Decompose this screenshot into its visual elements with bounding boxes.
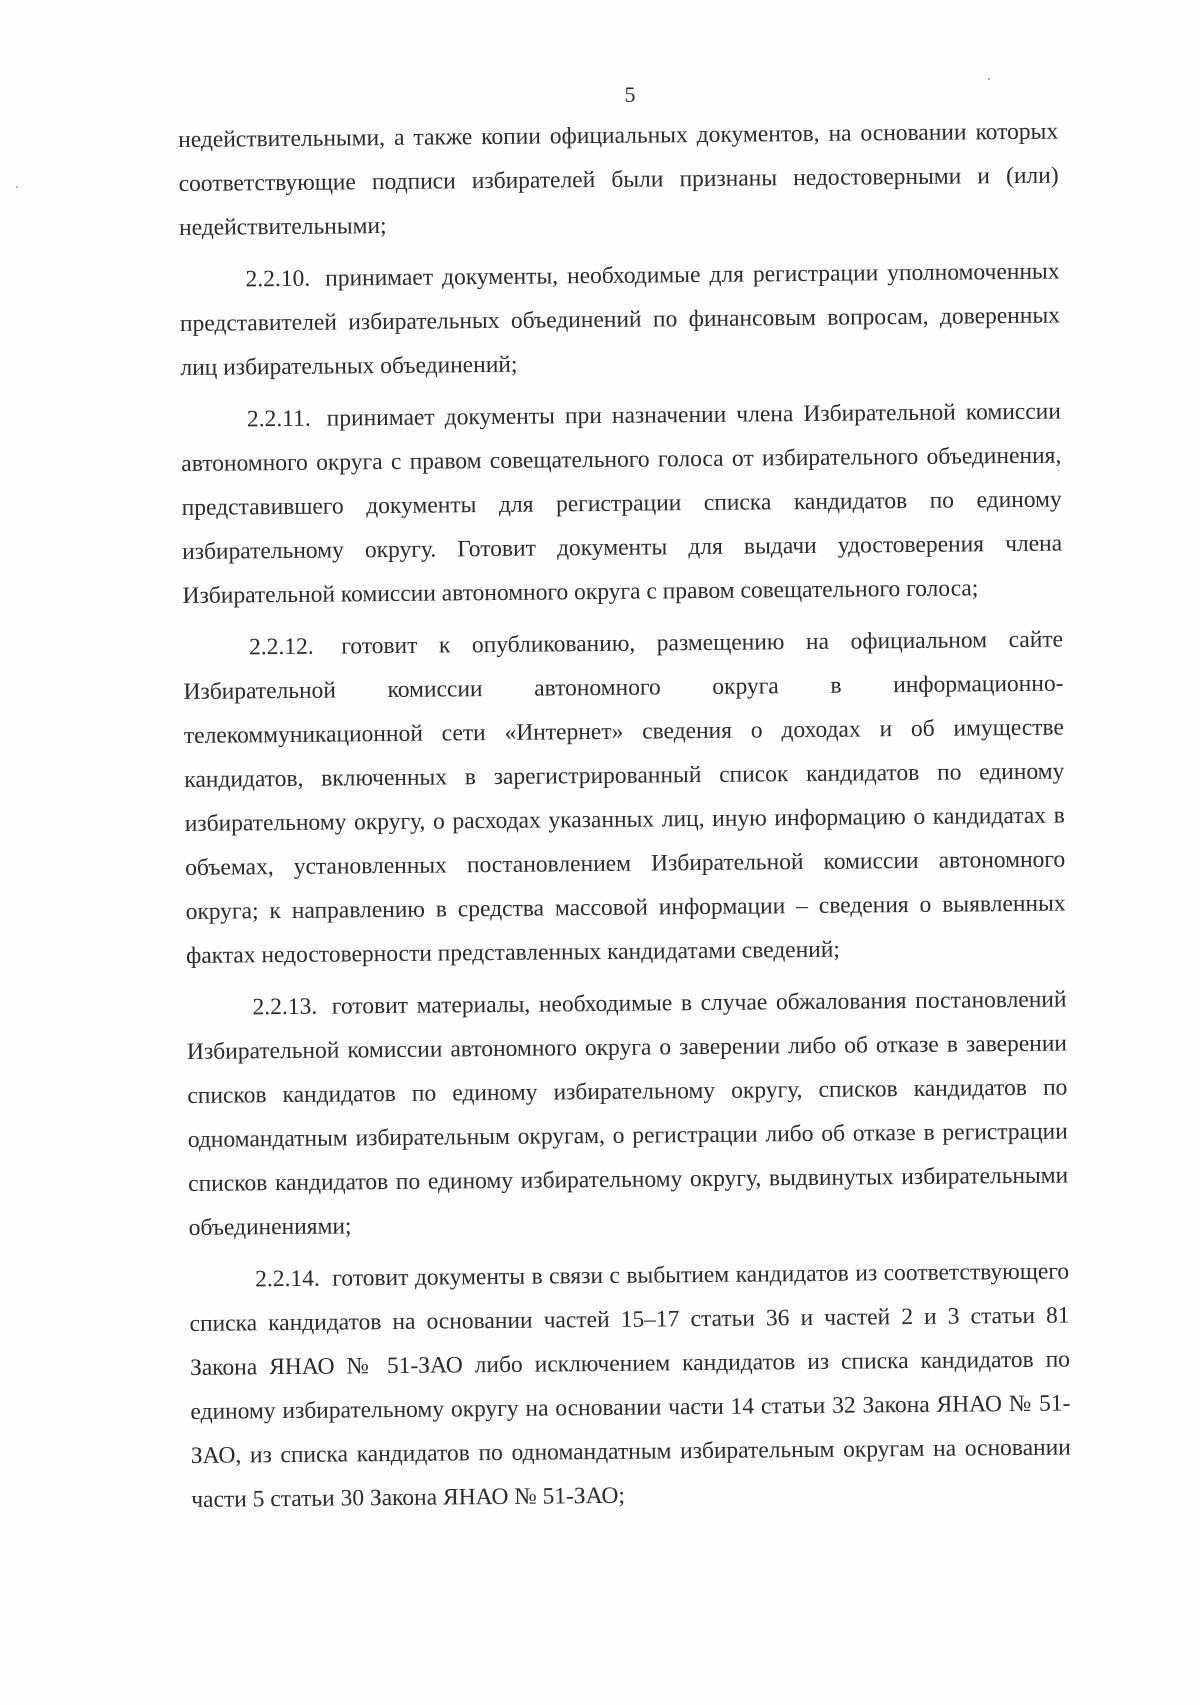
paragraph-text: принимает документы, необходимые для регистрации уполномоченных представителей избирательных объединений по финансовым вопросам, доверенных лиц избирательных объединений;: [179, 258, 1061, 381]
paragraph-2-2-14: [189, 1250, 1071, 1522]
paragraph-text: готовит к опубликованию, размещению на официальном сайте Избирательной комиссии автономного округа в информационно-телекоммуникационной сети «Интернет» сведения о доходах и об имуществе кандидатов, включенных в зарегистрированный список кандидатов по единому избирательному округу, о расходах указанных лиц, иную информацию о кандидатах в объемах, установленных постановлением Избирательной комиссии автономного округа; к направлению в средства массовой информации – сведения о выявленных фактах недостоверности представленных кандидатами сведений;: [183, 626, 1066, 969]
paragraph-number: 2.2.11.: [246, 405, 311, 433]
paragraph-text: принимает документы при назначении члена Избирательной комиссии автономного округа с правом совещательного голоса от избирательного объединения, представившего документы для регистрации списка кандидатов по единому избирательному округу. Готовит документы для выдачи удостоверения члена Избирательной комиссии автономного округа с правом совещательного голоса;: [181, 398, 1063, 609]
scan-artifact: [988, 78, 990, 80]
paragraph-text: готовит материалы, необходимые в случае обжалования постановлений Избирательной комиссии автономного округа о заверении либо об отказе в заверении списков кандидатов по единому избирательному округу, списков кандидатов по одномандатным избирательным округам, о регистрации либо об отказе в регистрации списков кандидатов по единому избирательному округу, выдвинутых избирательными объединениями;: [186, 986, 1069, 1241]
paragraph-number: 2.2.12.: [248, 633, 314, 661]
paragraph-number: 2.2.14.: [255, 1265, 320, 1293]
scan-artifact: [16, 186, 18, 188]
paragraph-continuation: [178, 110, 1059, 250]
paragraph-number: 2.2.10.: [245, 265, 311, 293]
paragraph-2-2-12: [183, 618, 1066, 978]
paragraph-text: готовит документы в связи с выбытием кандидатов из соответствующего списка кандидатов на основании частей 15–17 статьи 36 и частей 2 и 3 статьи 81 Закона ЯНАО № 51-ЗАО либо исключением кандидатов из списка кандидатов по единому избирательному округу на основании части 14 статьи 32 Закона ЯНАО № 51-ЗАО, из списка кандидатов по одномандатным избирательным округам на основании части 5 статьи 30 Закона ЯНАО № 51-ЗАО;: [189, 1258, 1071, 1513]
paragraph-2-2-13: [186, 978, 1068, 1250]
paragraph-text: недействительными, а также копии официальных документов, на основании которых соответствующие подписи избирателей были признаны недостоверными и (или) недействительными;: [178, 118, 1059, 241]
document-body: [178, 110, 1072, 1530]
page-number: 5: [624, 82, 636, 107]
paragraph-2-2-11: [181, 390, 1063, 618]
paragraph-2-2-10: [179, 250, 1060, 390]
paragraph-number: 2.2.13.: [252, 993, 318, 1021]
